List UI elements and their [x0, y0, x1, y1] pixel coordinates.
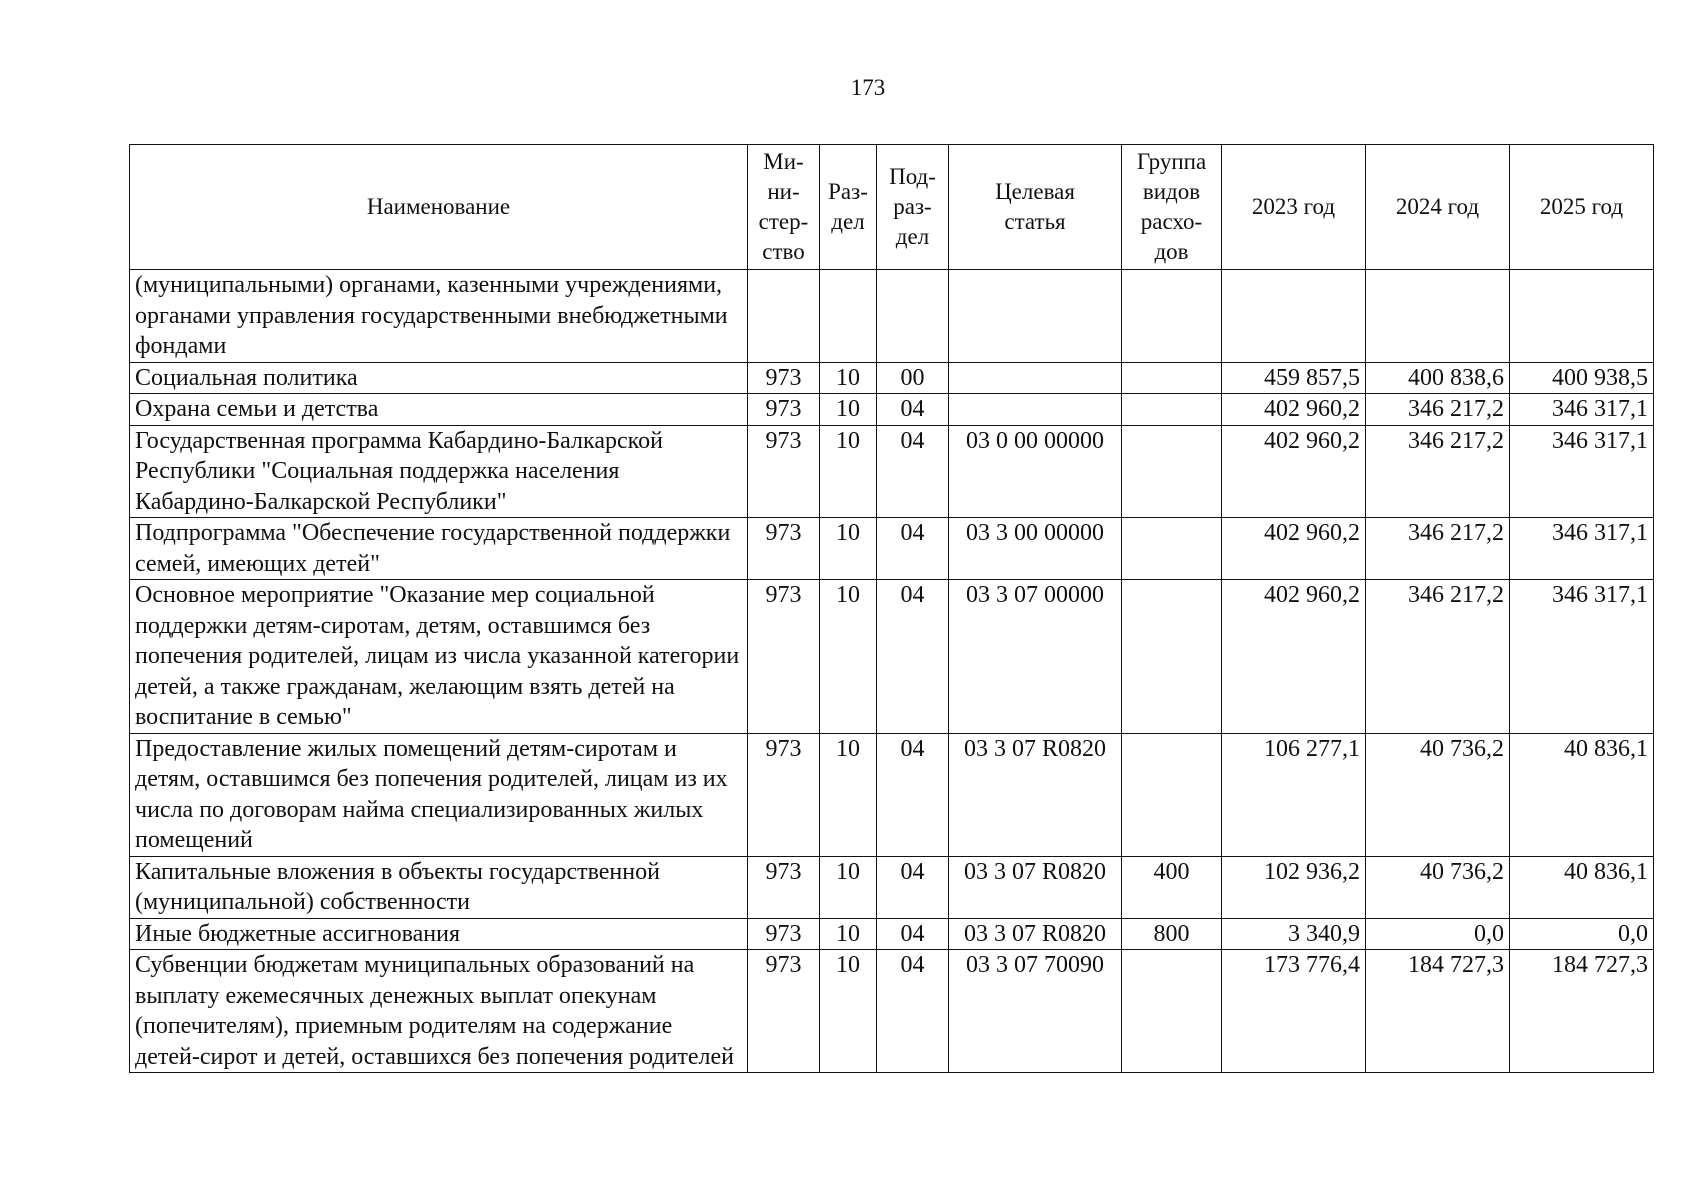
- cell-target: 03 0 00 00000: [949, 425, 1122, 518]
- cell-group: [1122, 518, 1222, 580]
- cell-2025: [1510, 270, 1654, 363]
- cell-name: Социальная политика: [130, 362, 748, 394]
- cell-2025: 0,0: [1510, 918, 1654, 950]
- cell-2025: 346 317,1: [1510, 394, 1654, 426]
- cell-target: 03 3 07 R0820: [949, 856, 1122, 918]
- cell-name: Иные бюджетные ассигнования: [130, 918, 748, 950]
- cell-2025: 184 727,3: [1510, 950, 1654, 1073]
- cell-section: 10: [820, 856, 877, 918]
- header-expense-group-text: Группа видов расхо- дов: [1136, 149, 1207, 264]
- cell-group: [1122, 425, 1222, 518]
- cell-2024: 400 838,6: [1366, 362, 1510, 394]
- table-row: [130, 394, 1654, 426]
- cell-section: 10: [820, 733, 877, 856]
- cell-2025: 346 317,1: [1510, 580, 1654, 734]
- table-row: [130, 918, 1654, 950]
- cell-2023: 402 960,2: [1222, 518, 1366, 580]
- header-2023: 2023 год: [1222, 145, 1366, 270]
- cell-group: 400: [1122, 856, 1222, 918]
- cell-2023: 102 936,2: [1222, 856, 1366, 918]
- cell-ministry: 973: [748, 950, 820, 1073]
- cell-group: [1122, 950, 1222, 1073]
- cell-2023: 402 960,2: [1222, 394, 1366, 426]
- cell-group: [1122, 270, 1222, 363]
- cell-name: Предоставление жилых помещений детям-сиротам и детям, оставшимся без попечения родителей, лицам из их числа по договорам найма специализированных жилых помещений: [130, 733, 748, 856]
- table-row: [130, 856, 1654, 918]
- cell-group: 800: [1122, 918, 1222, 950]
- header-target-text: Целевая статья: [995, 179, 1075, 234]
- header-row: [130, 145, 1654, 270]
- cell-subsection: 00: [877, 362, 949, 394]
- cell-section: [820, 270, 877, 363]
- cell-2024: 346 217,2: [1366, 425, 1510, 518]
- header-section: [820, 145, 877, 270]
- cell-2023: 3 340,9: [1222, 918, 1366, 950]
- header-subsection: [877, 145, 949, 270]
- cell-2023: 402 960,2: [1222, 425, 1366, 518]
- cell-2024: 346 217,2: [1366, 580, 1510, 734]
- cell-name: Субвенции бюджетам муниципальных образований на выплату ежемесячных денежных выплат опекунам (попечителям), приемным родителям на содержание детей-сирот и детей, оставшихся без попечения родителей: [130, 950, 748, 1073]
- header-ministry: [748, 145, 820, 270]
- cell-target: 03 3 07 R0820: [949, 733, 1122, 856]
- cell-group: [1122, 362, 1222, 394]
- table-row: [130, 733, 1654, 856]
- cell-subsection: 04: [877, 950, 949, 1073]
- cell-2025: 400 938,5: [1510, 362, 1654, 394]
- cell-subsection: 04: [877, 425, 949, 518]
- cell-2023: 106 277,1: [1222, 733, 1366, 856]
- cell-subsection: 04: [877, 856, 949, 918]
- cell-ministry: 973: [748, 425, 820, 518]
- page-number: 173: [850, 75, 886, 100]
- cell-2024: 346 217,2: [1366, 518, 1510, 580]
- budget-table: [129, 144, 1654, 1073]
- header-2024: 2024 год: [1366, 145, 1510, 270]
- cell-section: 10: [820, 918, 877, 950]
- cell-ministry: 973: [748, 856, 820, 918]
- cell-2024: [1366, 270, 1510, 363]
- cell-2023: 173 776,4: [1222, 950, 1366, 1073]
- cell-2025: 40 836,1: [1510, 856, 1654, 918]
- cell-name: (муниципальными) органами, казенными учреждениями, органами управления государственными внебюджетными фондами: [130, 270, 748, 363]
- table-row: [130, 950, 1654, 1073]
- cell-2024: 346 217,2: [1366, 394, 1510, 426]
- cell-name: Подпрограмма "Обеспечение государственной поддержки семей, имеющих детей": [130, 518, 748, 580]
- table-row: [130, 580, 1654, 734]
- cell-group: [1122, 580, 1222, 734]
- cell-target: [949, 394, 1122, 426]
- table-row: [130, 518, 1654, 580]
- cell-ministry: 973: [748, 733, 820, 856]
- header-target: [949, 145, 1122, 270]
- cell-subsection: 04: [877, 394, 949, 426]
- cell-section: 10: [820, 580, 877, 734]
- cell-target: 03 3 00 00000: [949, 518, 1122, 580]
- header-expense-group: [1122, 145, 1222, 270]
- cell-ministry: 973: [748, 362, 820, 394]
- cell-2024: 40 736,2: [1366, 856, 1510, 918]
- cell-subsection: 04: [877, 733, 949, 856]
- cell-ministry: 973: [748, 918, 820, 950]
- header-name: Наименование: [130, 145, 748, 270]
- cell-section: 10: [820, 362, 877, 394]
- cell-subsection: 04: [877, 918, 949, 950]
- cell-name: Охрана семьи и детства: [130, 394, 748, 426]
- cell-target: 03 3 07 R0820: [949, 918, 1122, 950]
- cell-2025: 346 317,1: [1510, 425, 1654, 518]
- cell-target: 03 3 07 00000: [949, 580, 1122, 734]
- header-section-text: Раз- дел: [828, 179, 868, 234]
- cell-group: [1122, 733, 1222, 856]
- cell-section: 10: [820, 425, 877, 518]
- cell-2023: 459 857,5: [1222, 362, 1366, 394]
- cell-2023: [1222, 270, 1366, 363]
- cell-section: 10: [820, 518, 877, 580]
- header-2025: 2025 год: [1510, 145, 1654, 270]
- cell-2025: 40 836,1: [1510, 733, 1654, 856]
- table-row: [130, 362, 1654, 394]
- cell-ministry: 973: [748, 394, 820, 426]
- cell-2025: 346 317,1: [1510, 518, 1654, 580]
- cell-subsection: [877, 270, 949, 363]
- cell-ministry: 973: [748, 580, 820, 734]
- header-subsection-text: Под- раз- дел: [889, 164, 936, 249]
- cell-target: [949, 362, 1122, 394]
- cell-group: [1122, 394, 1222, 426]
- cell-name: Государственная программа Кабардино-Балкарской Республики "Социальная поддержка населения Кабардино-Балкарской Республики": [130, 425, 748, 518]
- cell-2024: 184 727,3: [1366, 950, 1510, 1073]
- cell-subsection: 04: [877, 580, 949, 734]
- cell-subsection: 04: [877, 518, 949, 580]
- cell-name: Капитальные вложения в объекты государственной (муниципальной) собственности: [130, 856, 748, 918]
- table-row: [130, 270, 1654, 363]
- cell-ministry: [748, 270, 820, 363]
- cell-section: 10: [820, 950, 877, 1073]
- cell-2023: 402 960,2: [1222, 580, 1366, 734]
- cell-2024: 0,0: [1366, 918, 1510, 950]
- cell-ministry: 973: [748, 518, 820, 580]
- cell-target: 03 3 07 70090: [949, 950, 1122, 1073]
- cell-name: Основное мероприятие "Оказание мер социальной поддержки детям-сиротам, детям, оставшимся без попечения родителей, лицам из числа указанной категории детей, а также гражданам, желающим взять детей на воспитание в семью": [130, 580, 748, 734]
- cell-target: [949, 270, 1122, 363]
- header-ministry-text: Ми- ни- стер- ство: [758, 149, 809, 264]
- table-row: [130, 425, 1654, 518]
- cell-2024: 40 736,2: [1366, 733, 1510, 856]
- cell-section: 10: [820, 394, 877, 426]
